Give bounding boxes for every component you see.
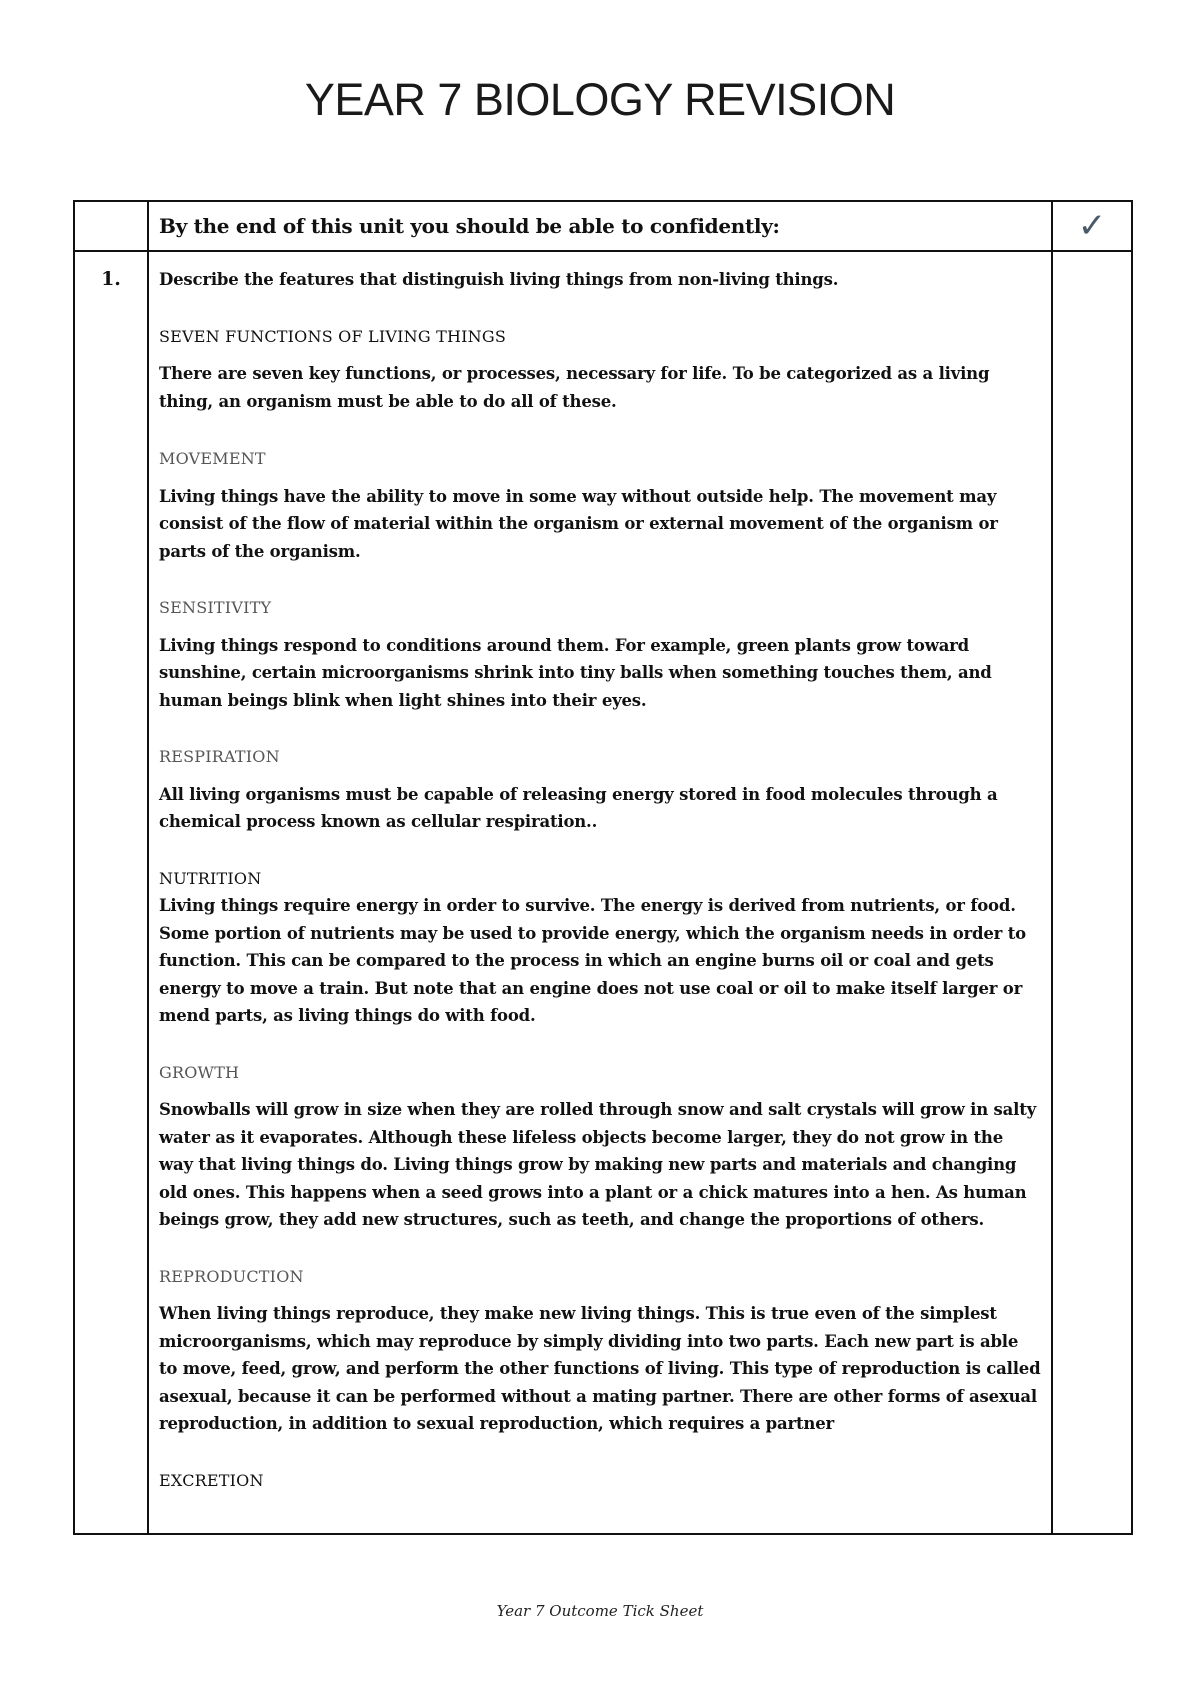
page-footer: Year 7 Outcome Tick Sheet: [496, 1602, 704, 1620]
section-heading-growth: GROWTH: [159, 1062, 240, 1082]
table-header-text: By the end of this unit you should be able to confidently:: [159, 214, 780, 238]
section-heading-nutrition: NUTRITION: [159, 868, 262, 888]
check-cell[interactable]: [1052, 251, 1132, 1534]
outcome-table: [73, 200, 1133, 1535]
section-heading-excretion: EXCRETION: [159, 1470, 264, 1490]
section-heading-reproduction: REPRODUCTION: [159, 1266, 304, 1286]
section-text: There are seven key functions, or processes, necessary for life. To be categorized as a living thing, an organism must be able to do all of these.: [159, 364, 990, 411]
section-text-movement: Living things have the ability to move in some way without outside help. The movement may consist of the flow of material within the organism or external movement of the organism or parts of the organism.: [159, 486, 998, 561]
objective-text: Describe the features that distinguish living things from non-living things.: [159, 270, 839, 289]
row-number: 1.: [74, 251, 148, 1534]
table-header-row: [74, 201, 1132, 251]
section-text-nutrition: Living things require energy in order to survive. The energy is derived from nutrients, or food. Some portion of nutrients may be used to provide energy, which the organism needs in order to function. This can be compared to the process in which an engine burns oil or coal and gets energy to move a train. But note that an engine does not use coal or oil to make itself larger or mend parts, as living things do with food.: [159, 896, 1026, 1025]
number-header-cell: [74, 201, 148, 251]
header-cell: [148, 201, 1052, 251]
section-text-growth: Snowballs will grow in size when they are rolled through snow and salt crystals will grow in salty water as it evaporates. Although these lifeless objects become larger, they do not grow in the way that living things do. Living things grow by making new parts and materials and changing old ones. This happens when a seed grows into a plant or a chick matures into a hen. As human beings grow, they add new structures, such as teeth, and change the proportions of others.: [159, 1100, 1037, 1229]
section-heading-sensitivity: SENSITIVITY: [159, 598, 272, 617]
section-heading: SEVEN FUNCTIONS OF LIVING THINGS: [159, 326, 507, 346]
checkmark-icon: ✓: [1077, 206, 1107, 246]
table-row: [74, 251, 1132, 1534]
section-text-reproduction: When living things reproduce, they make new living things. This is true even of the simplest microorganisms, which may reproduce by simply dividing into two parts. Each new part is able to move, feed, grow, and perform the other functions of living. This type of reproduction is called asexual, because it can be performed without a mating partner. There are other forms of asexual reproduction, in addition to sexual reproduction, which requires a partner: [159, 1304, 1041, 1433]
section-heading-respiration: RESPIRATION: [159, 747, 280, 766]
section-heading-movement: MOVEMENT: [159, 449, 266, 468]
page-title: YEAR 7 BIOLOGY REVISION: [304, 74, 896, 125]
row-content: [148, 251, 1052, 1534]
check-header-cell: [1052, 201, 1132, 251]
section-text-respiration: All living organisms must be capable of releasing energy stored in food molecules through a chemical process known as cellular respiration..: [159, 784, 998, 831]
section-text-sensitivity: Living things respond to conditions around them. For example, green plants grow toward sunshine, certain microorganisms shrink into tiny balls when something touches them, and human beings blink when light shines into their eyes.: [159, 635, 992, 710]
